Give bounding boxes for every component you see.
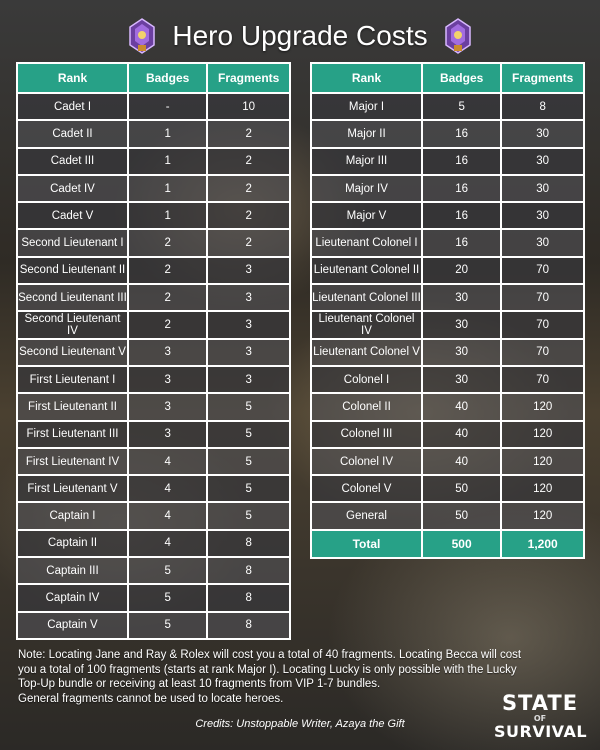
column-header-rank: Rank [17,63,128,93]
cell-badges: 16 [422,202,501,229]
table-row [311,202,584,229]
table-row [311,175,584,202]
cell-rank: Colonel II [311,393,422,420]
cell-badges: 40 [422,421,501,448]
table-row [311,257,584,284]
cell-rank: Cadet I [17,93,128,120]
table-row [311,148,584,175]
title-bar [0,14,600,58]
table-row [311,393,584,420]
cell-badges: 50 [422,502,501,529]
cell-rank: Lieutenant Colonel V [311,339,422,366]
cell-rank: Captain III [17,557,128,584]
cell-rank: Major II [311,120,422,147]
cell-fragments: 120 [501,421,584,448]
cell-fragments: 8 [207,612,290,639]
cell-rank: First Lieutenant III [17,421,128,448]
cell-badges: 2 [128,311,207,338]
cell-rank: Cadet III [17,148,128,175]
table-row [17,530,290,557]
cell-fragments: 3 [207,339,290,366]
table-row [311,366,584,393]
table-row [311,448,584,475]
cell-fragments: 30 [501,202,584,229]
left-upgrade-table [16,62,291,640]
cell-fragments: 30 [501,175,584,202]
cell-rank: Second Lieutenant II [17,257,128,284]
cell-rank: Lieutenant Colonel I [311,229,422,256]
cell-fragments: 120 [501,475,584,502]
cell-badges: 5 [422,93,501,120]
cell-rank: Cadet II [17,120,128,147]
cell-badges: 40 [422,448,501,475]
column-header-badges: Badges [422,63,501,93]
column-header-badges: Badges [128,63,207,93]
table-header-row [17,63,290,93]
table-header-row [311,63,584,93]
cell-fragments: 30 [501,229,584,256]
table-row [311,502,584,529]
cell-rank: Captain I [17,502,128,529]
cell-rank: Lieutenant Colonel II [311,257,422,284]
cell-badges: 1 [128,202,207,229]
cell-rank: Cadet V [17,202,128,229]
cell-badges: 30 [422,339,501,366]
cell-fragments: 8 [207,557,290,584]
cell-fragments: 5 [207,448,290,475]
column-header-fragments: Fragments [501,63,584,93]
table-row [17,175,290,202]
cell-fragments: 8 [207,530,290,557]
cell-fragments: 3 [207,366,290,393]
cell-rank: Captain II [17,530,128,557]
cell-fragments: 70 [501,257,584,284]
cell-rank: Colonel I [311,366,422,393]
cell-badges: 3 [128,339,207,366]
cell-rank: Major III [311,148,422,175]
table-row [311,120,584,147]
table-row [311,475,584,502]
table-row [311,284,584,311]
cell-badges: 3 [128,393,207,420]
table-row [17,448,290,475]
cell-rank: First Lieutenant IV [17,448,128,475]
cell-fragments: 10 [207,93,290,120]
cell-fragments: 70 [501,284,584,311]
cell-badges: 3 [128,421,207,448]
cell-badges: 30 [422,311,501,338]
table-row [17,120,290,147]
cell-badges: 1 [128,148,207,175]
cell-fragments: 70 [501,339,584,366]
cell-rank: Second Lieutenant V [17,339,128,366]
cell-rank: Lieutenant Colonel III [311,284,422,311]
note-line: Top-Up bundle or receiving at least 10 fragments from VIP 1-7 bundles. [18,678,381,690]
cell-rank: General [311,502,422,529]
cell-badges: 30 [422,284,501,311]
cell-badges: 1 [128,120,207,147]
table-row [17,229,290,256]
cell-fragments: 70 [501,366,584,393]
cell-badges: 4 [128,502,207,529]
table-row [311,339,584,366]
note-line: Note: Locating Jane and Ray & Rolex will cost you a total of 40 fragments. Locating Becca will cost [18,649,522,661]
cell-rank: First Lieutenant V [17,475,128,502]
table-row [17,612,290,639]
table-row [17,393,290,420]
table-row [17,421,290,448]
cell-rank: Lieutenant Colonel IV [311,311,422,338]
cell-badges: 50 [422,475,501,502]
table-row [17,339,290,366]
cell-fragments: 3 [207,311,290,338]
cell-fragments: 8 [501,93,584,120]
cell-badges: 30 [422,366,501,393]
logo-line-3: SURVIVAL [494,722,588,741]
table-row [311,93,584,120]
table-row [17,475,290,502]
table-row [311,229,584,256]
cell-badges: 4 [128,530,207,557]
cell-badges: 3 [128,366,207,393]
cell-fragments: 30 [501,148,584,175]
cell-badges: 2 [128,229,207,256]
table-row [17,366,290,393]
table-row [17,257,290,284]
cell-fragments: 120 [501,393,584,420]
cell-rank: Major V [311,202,422,229]
cell-badges: 40 [422,393,501,420]
table-row [17,93,290,120]
cell-badges: 2 [128,257,207,284]
cell-fragments: 2 [207,175,290,202]
cell-fragments: 2 [207,120,290,147]
column-header-rank: Rank [311,63,422,93]
cell-rank: Major IV [311,175,422,202]
hero-fragment-icon [126,17,158,55]
cell-rank: Colonel III [311,421,422,448]
cell-rank: Cadet IV [17,175,128,202]
cell-rank: First Lieutenant II [17,393,128,420]
table-row [311,311,584,338]
logo-line-2: OF [533,714,547,723]
note-line: General fragments cannot be used to locate heroes. [18,692,284,705]
cell-rank: First Lieutenant I [17,366,128,393]
cell-badges: 5 [128,612,207,639]
cell-badges: 2 [128,284,207,311]
cell-badges: - [128,93,207,120]
cell-badges: 4 [128,475,207,502]
table-row [17,311,290,338]
cell-fragments: 5 [207,502,290,529]
cell-fragments: 30 [501,120,584,147]
table-row [311,421,584,448]
cell-fragments: 3 [207,284,290,311]
column-header-fragments: Fragments [207,63,290,93]
table-row [17,584,290,611]
right-upgrade-table [310,62,585,559]
right-table-body [311,93,584,530]
cell-badges: 16 [422,120,501,147]
cell-rank: Major I [311,93,422,120]
cell-rank: Captain IV [17,584,128,611]
logo-line-1: STATE [501,691,579,715]
total-badges: 500 [422,530,501,558]
cell-badges: 5 [128,584,207,611]
cell-fragments: 3 [207,257,290,284]
cell-badges: 1 [128,175,207,202]
table-row [17,557,290,584]
state-of-survival-logo [494,692,586,742]
cell-fragments: 70 [501,311,584,338]
page-title: Hero Upgrade Costs [172,20,428,51]
cell-rank: Second Lieutenant I [17,229,128,256]
table-row [17,284,290,311]
table-row [17,148,290,175]
cell-fragments: 120 [501,448,584,475]
hero-fragment-icon [442,17,474,55]
table-row [17,202,290,229]
cell-badges: 5 [128,557,207,584]
cell-fragments: 2 [207,229,290,256]
cell-fragments: 2 [207,202,290,229]
cell-badges: 20 [422,257,501,284]
cell-fragments: 5 [207,421,290,448]
cell-badges: 16 [422,148,501,175]
note-line: you a total of 100 fragments (starts at rank Major I). Locating Lucky is only possible with the Lucky [18,663,517,676]
cell-fragments: 5 [207,475,290,502]
total-label: Total [311,530,422,558]
cell-badges: 4 [128,448,207,475]
table-row [17,502,290,529]
cell-rank: Second Lieutenant IV [17,311,128,338]
cell-rank: Colonel IV [311,448,422,475]
cell-rank: Colonel V [311,475,422,502]
cell-fragments: 5 [207,393,290,420]
total-row [311,530,584,558]
cell-badges: 16 [422,175,501,202]
cell-rank: Second Lieutenant III [17,284,128,311]
credits-text: Credits: Unstoppable Writer, Azaya the Gift [195,718,405,730]
left-table-body [17,93,290,639]
total-fragments: 1,200 [501,530,584,558]
cell-rank: Captain V [17,612,128,639]
cell-fragments: 8 [207,584,290,611]
cell-badges: 16 [422,229,501,256]
cell-fragments: 120 [501,502,584,529]
cell-fragments: 2 [207,148,290,175]
